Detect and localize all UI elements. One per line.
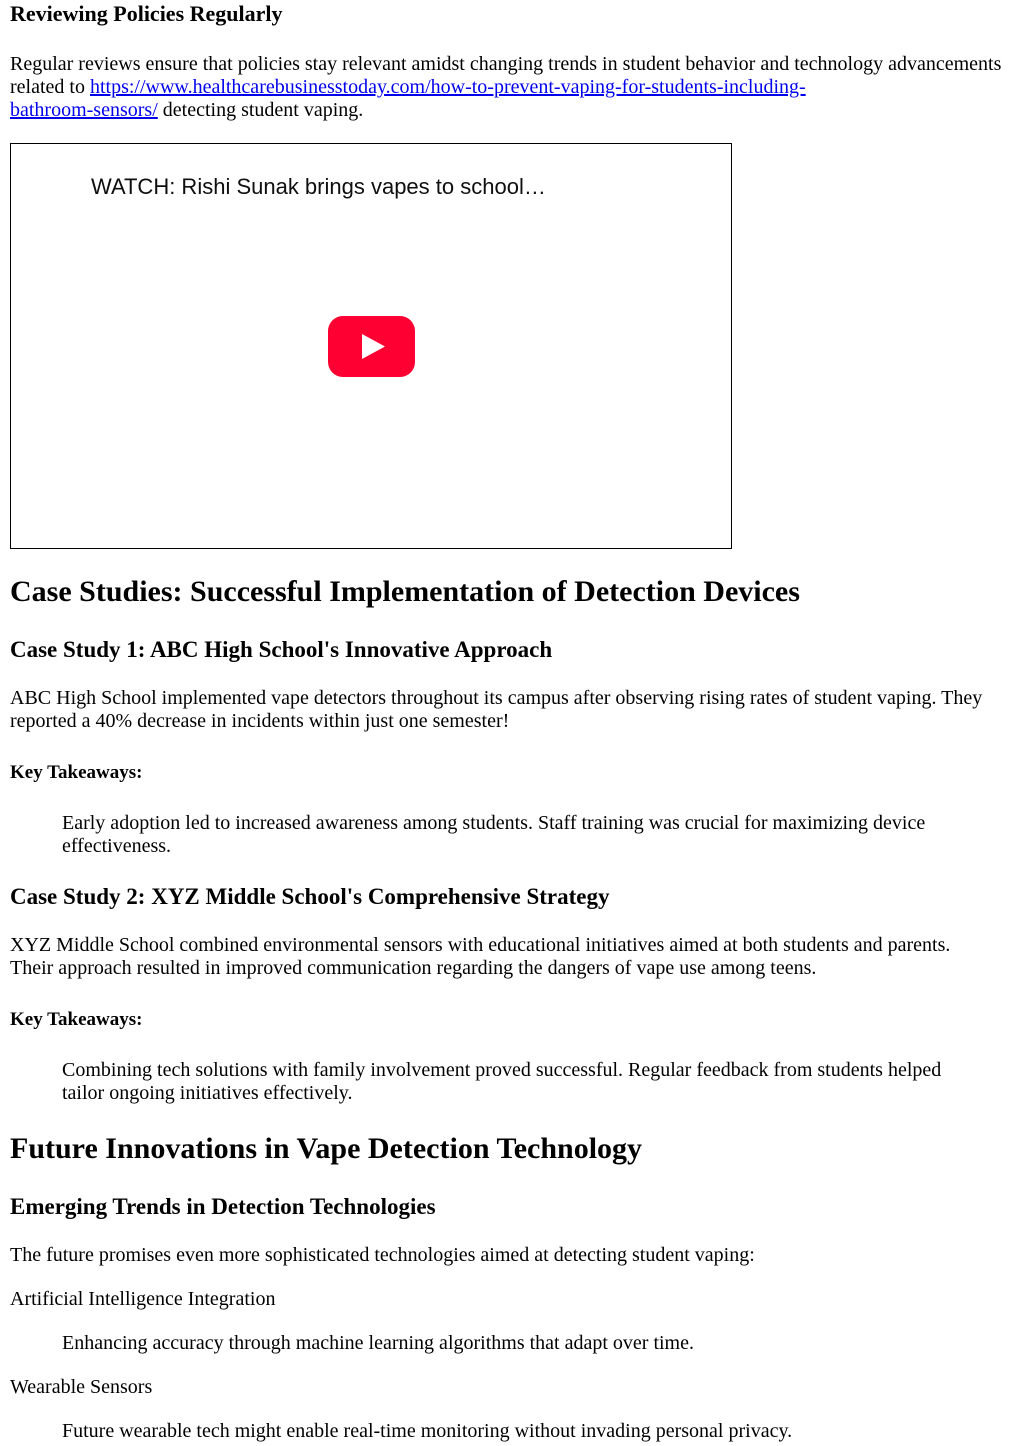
case-study-2-takeaways-line-2: tailor ongoing initiatives effectively. bbox=[62, 1082, 353, 1104]
case-study-2-line-1: XYZ Middle School combined environmental sensors with educational initiatives aimed at both students and parents. bbox=[10, 934, 951, 956]
emerging-trends-intro: The future promises even more sophisticated technologies aimed at detecting student vaping: bbox=[10, 1244, 755, 1266]
case-study-2-takeaways-line-1: Combining tech solutions with family involvement proved successful. Regular feedback from students helped bbox=[62, 1059, 942, 1081]
case-study-1-heading: Case Study 1: ABC High School's Innovative Approach bbox=[10, 637, 553, 662]
case-study-1-takeaways bbox=[62, 812, 925, 858]
link-text-part-1: https://www.healthcarebusinesstoday.com/how-to-prevent-vaping-for-students-including- bbox=[89, 76, 806, 98]
wearable-sensors-description: Future wearable tech might enable real-time monitoring without invading personal privacy. bbox=[62, 1420, 793, 1442]
case-study-2-heading: Case Study 2: XYZ Middle School's Comprehensive Strategy bbox=[10, 884, 610, 909]
reviewing-text-after-link: detecting student vaping. bbox=[157, 99, 364, 121]
future-innovations-heading: Future Innovations in Vape Detection Technology bbox=[10, 1132, 643, 1165]
case-study-1-takeaways-line-2: effectiveness. bbox=[62, 835, 172, 857]
case-study-2-takeaways-label: Key Takeaways: bbox=[10, 1009, 143, 1030]
case-study-1-paragraph bbox=[10, 687, 982, 733]
reviewing-text-before-link: Regular reviews ensure that policies stay relevant amidst changing trends in student behavior and technology advancements related to bbox=[10, 53, 1002, 98]
case-study-1-line-1: ABC High School implemented vape detectors throughout its campus after observing rising rates of student vaping. They bbox=[10, 687, 983, 709]
case-studies-heading: Case Studies: Successful Implementation of Detection Devices bbox=[10, 575, 800, 608]
reviewing-policies-paragraph bbox=[10, 53, 1010, 122]
reviewing-policies-heading: Reviewing Policies Regularly bbox=[10, 1, 283, 26]
emerging-trends-heading: Emerging Trends in Detection Technologies bbox=[10, 1194, 436, 1219]
case-study-1-takeaways-label: Key Takeaways: bbox=[10, 762, 143, 783]
embedded-video[interactable] bbox=[10, 143, 732, 549]
healthcare-article-link[interactable] bbox=[10, 76, 806, 121]
case-study-1-takeaways-line-1: Early adoption led to increased awareness among students. Staff training was crucial for maximizing device bbox=[62, 812, 926, 834]
case-study-1-line-2: reported a 40% decrease in incidents within just one semester! bbox=[10, 710, 510, 732]
link-text-part-2: bathroom-sensors/ bbox=[10, 99, 158, 121]
video-title[interactable]: WATCH: Rishi Sunak brings vapes to school… bbox=[91, 174, 546, 199]
ai-integration-label: Artificial Intelligence Integration bbox=[10, 1288, 276, 1310]
case-study-2-paragraph bbox=[10, 934, 950, 980]
ai-integration-description: Enhancing accuracy through machine learning algorithms that adapt over time. bbox=[62, 1332, 694, 1354]
case-study-2-line-2: Their approach resulted in improved communication regarding the dangers of vape use among teens. bbox=[10, 957, 817, 979]
wearable-sensors-label: Wearable Sensors bbox=[10, 1376, 153, 1398]
youtube-play-icon[interactable] bbox=[328, 316, 415, 377]
case-study-2-takeaways bbox=[62, 1059, 941, 1105]
